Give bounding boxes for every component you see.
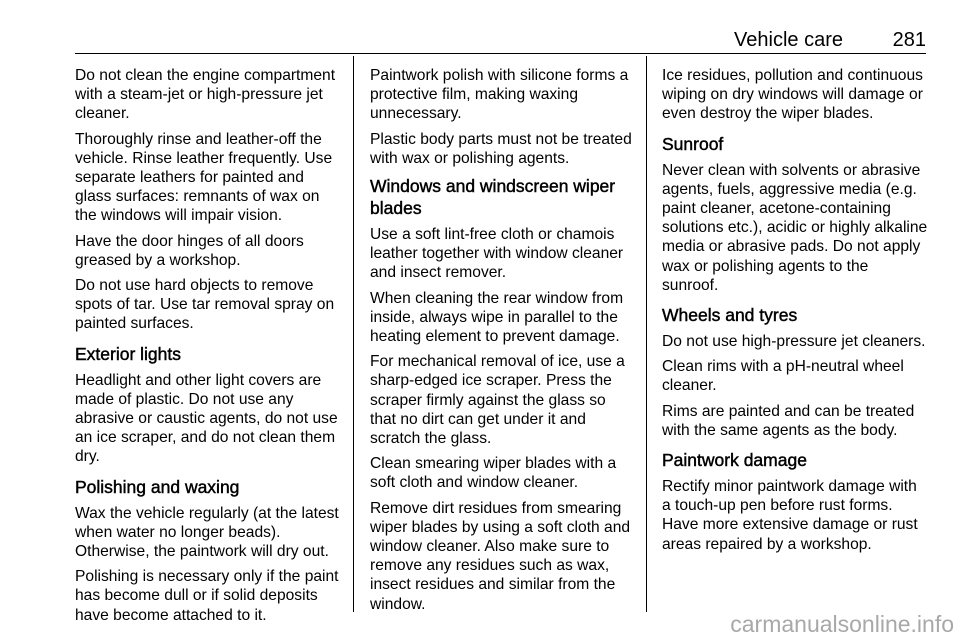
- paragraph: When cleaning the rear window from inside, always wipe in parallel to the heating element to prevent damage.: [370, 289, 624, 346]
- paragraph: Rectify minor paintwork damage with a touch-up pen before rust forms. Have more extensive damage or rust areas repaired by a workshop.: [662, 478, 918, 553]
- watermark: carmanualsonline.info: [730, 611, 954, 637]
- page-header: [75, 28, 926, 52]
- paragraph: Headlight and other light covers are made of plastic. Do not use any abrasive or caustic agents, do not use an ice scraper, and do not clean them dry.: [75, 371, 338, 466]
- paragraph: Do not use hard objects to remove spots of tar. Use tar removal spray on painted surfaces.: [75, 277, 335, 333]
- paragraph: Wax the vehicle regularly (at the latest when water no longer beads). Otherwise, the paintwork will dry out.: [75, 504, 339, 561]
- page-number: 281: [892, 29, 926, 51]
- paragraph: Use a soft lint-free cloth or chamois leather together with window cleaner and insect remover.: [370, 226, 624, 282]
- paragraph: Do not clean the engine compartment with a steam-jet or high-pressure jet cleaner.: [75, 67, 336, 123]
- column-3: [662, 66, 928, 560]
- paragraph: For mechanical removal of ice, use a sharp-edged ice scraper. Press the scraper firmly against the glass so that no dirt can get under it and scratch the glass.: [370, 353, 625, 448]
- paragraph: Have the door hinges of all doors greased by a workshop.: [75, 232, 304, 269]
- paragraph: Polishing is necessary only if the paint has become dull or if solid deposits have become attached to it.: [75, 568, 339, 624]
- section-heading: Windows and windscreen wiper blades: [370, 176, 616, 219]
- paragraph: Paintwork polish with silicone forms a protective film, making waxing unnecessary.: [370, 67, 629, 123]
- header-rule: [75, 53, 926, 54]
- paragraph: Never clean with solvents or abrasive agents, fuels, aggressive media (e.g. paint cleaner, acetone-containing solutions etc.), acidic or highly alkaline media or abrasive pads. Do not apply wax or polishing agents to the sunroof.: [662, 161, 928, 294]
- section-heading: Paintwork damage: [662, 450, 807, 471]
- paragraph: Plastic body parts must not be treated with wax or polishing agents.: [370, 130, 632, 167]
- section-title: Vehicle care: [734, 29, 843, 51]
- column-divider-1: [353, 56, 354, 612]
- section-heading: Wheels and tyres: [662, 305, 798, 326]
- paragraph: Clean rims with a pH-neutral wheel cleaner.: [662, 358, 904, 395]
- paragraph: Thoroughly rinse and leather-off the vehicle. Rinse leather frequently. Use separate leathers for painted and glass surfaces: remnants of wax on the windows will impair vision.: [75, 130, 333, 225]
- paragraph: Ice residues, pollution and continuous wiping on dry windows will damage or even destroy the wiper blades.: [662, 67, 923, 123]
- paragraph: Remove dirt residues from smearing wiper blades by using a soft cloth and window cleaner. Also make sure to remove any residues such as wax, insect residues and similar from the window.: [370, 499, 631, 613]
- paragraph: Clean smearing wiper blades with a soft cloth and window cleaner.: [370, 455, 617, 492]
- section-heading: Polishing and waxing: [75, 476, 240, 497]
- section-heading: Sunroof: [662, 133, 724, 154]
- paragraph: Rims are painted and can be treated with the same agents as the body.: [662, 402, 915, 439]
- column-2: [370, 66, 636, 620]
- section-heading: Exterior lights: [75, 343, 182, 364]
- column-1: [75, 66, 341, 631]
- column-divider-2: [646, 56, 647, 612]
- paragraph: Do not use high-pressure jet cleaners.: [662, 333, 926, 351]
